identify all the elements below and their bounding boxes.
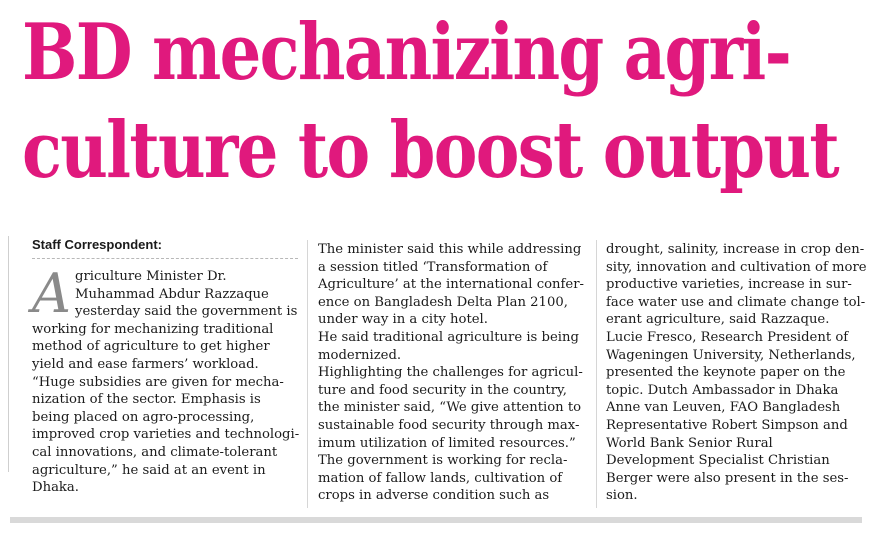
text-line: Agriculture’ at the international confer-	[318, 277, 584, 293]
text-line: Anne van Leuven, FAO Bangladesh	[606, 400, 841, 416]
byline-divider	[32, 258, 298, 259]
text-line: improved crop varieties and technologi-	[32, 427, 300, 443]
article-column-2	[318, 241, 590, 505]
text-line: drought, salinity, increase in crop den-	[606, 242, 865, 257]
text-line: sustainable food security through max-	[318, 417, 580, 433]
text-line: under way in a city hotel.	[318, 312, 488, 328]
text-line: ence on Bangladesh Delta Plan 2100,	[318, 294, 568, 310]
text-line: topic. Dutch Ambassador in Dhaka	[606, 382, 839, 398]
text-line: sion.	[606, 488, 638, 504]
text-line: nization of the sector. Emphasis is	[32, 392, 261, 408]
text-line: yield and ease farmers’ workload.	[32, 356, 259, 372]
text-line: Muhammad Abdur Razzaque	[75, 286, 269, 302]
text-line: ture and food security in the country,	[318, 382, 567, 398]
text-line: working for mechanizing traditional	[32, 321, 274, 337]
headline-line-2: culture to boost output	[22, 105, 838, 196]
byline: Staff Correspondent:	[32, 237, 162, 252]
bottom-rule	[10, 517, 862, 523]
text-line: crops in adverse condition such as	[318, 488, 550, 504]
text-line: agriculture,” he said at an event in	[32, 462, 266, 478]
text-line: imum utilization of limited resources.”	[318, 435, 576, 451]
text-line: modernized.	[318, 347, 402, 363]
text-line: Wageningen University, Netherlands,	[606, 347, 856, 363]
left-margin-rule	[8, 236, 9, 472]
text-line: method of agriculture to get higher	[32, 339, 270, 355]
text-line: griculture Minister Dr.	[75, 269, 227, 284]
headline-line-1: BD mechanizing agri-	[22, 7, 791, 98]
article-column-1	[32, 262, 304, 497]
text-line: Highlighting the challenges for agricul-	[318, 365, 583, 381]
article-column-3	[606, 241, 878, 505]
headline	[22, 4, 838, 200]
text-line: He said traditional agriculture is being	[318, 329, 579, 345]
text-line: face water use and climate change tol-	[606, 294, 866, 310]
text-line: the minister said, “We give attention to	[318, 400, 582, 416]
text-line: Lucie Fresco, Research President of	[606, 329, 849, 345]
text-line: The minister said this while addressing	[318, 242, 582, 257]
text-line: presented the keynote paper on the	[606, 365, 846, 381]
column-1-body	[32, 262, 304, 497]
text-line: yesterday said the government is	[75, 304, 298, 320]
text-line: Dhaka.	[32, 480, 79, 496]
text-line: Representative Robert Simpson and	[606, 417, 848, 433]
text-line: cal innovations, and climate-tolerant	[32, 444, 278, 460]
text-line: productive varieties, increase in sur-	[606, 277, 852, 293]
drop-cap: A	[32, 262, 71, 325]
column-divider	[307, 240, 308, 508]
text-line: Berger were also present in the ses-	[606, 470, 849, 486]
text-line: being placed on agro-processing,	[32, 409, 255, 425]
text-line: a session titled ‘Transformation of	[318, 259, 548, 275]
text-line: The government is working for recla-	[318, 453, 568, 469]
text-line: World Bank Senior Rural	[606, 435, 773, 451]
text-line: Development Specialist Christian	[606, 453, 830, 469]
text-line: sity, innovation and cultivation of more	[606, 259, 867, 275]
text-line: erant agriculture, said Razzaque.	[606, 312, 830, 328]
column-divider	[596, 240, 597, 508]
text-line: “Huge subsidies are given for mecha-	[32, 374, 284, 390]
text-line: mation of fallow lands, cultivation of	[318, 470, 563, 486]
